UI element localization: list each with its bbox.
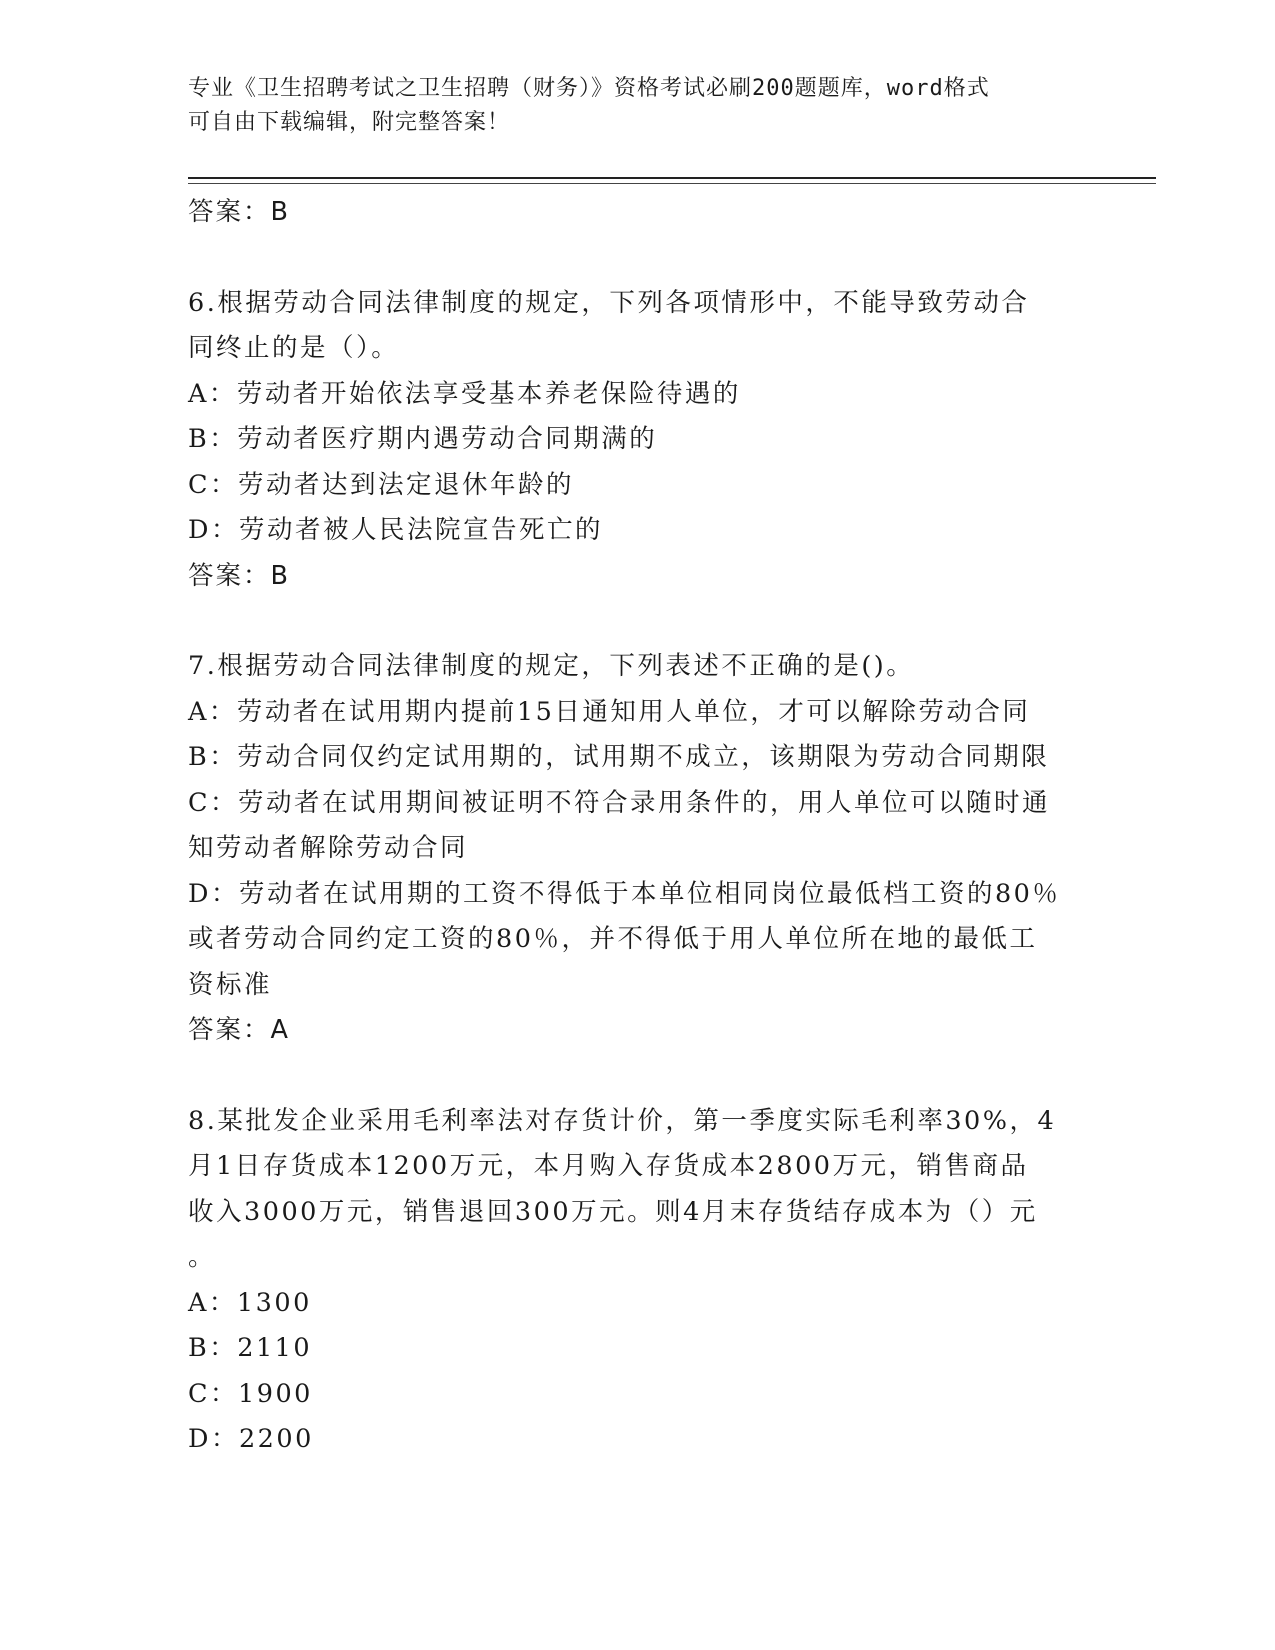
option-d: D：劳动者在试用期的工资不得低于本单位相同岗位最低档工资的80％ [188,878,1061,909]
option-c: C：劳动者达到法定退休年龄的 [188,469,575,500]
question-stem: 6.根据劳动合同法律制度的规定，下列各项情形中，不能导致劳动合 [188,287,1030,318]
option-b: B：2110 [188,1333,313,1363]
question-stem: 。 [188,1242,217,1272]
spacer [188,236,1088,281]
option-d-continued: 资标准 [188,969,273,1000]
spacer [188,1054,1088,1099]
option-d-continued: 或者劳动合同约定工资的80％，并不得低于用人单位所在地的最低工 [188,924,1038,954]
question-6 [188,281,1088,600]
question-stem: 同终止的是（）。 [188,333,400,363]
previous-answer: 答案：B [188,197,290,227]
question-stem: 收入3000万元，销售退回300万元。则4月末存货结存成本为（）元 [188,1196,1038,1227]
question-7 [188,644,1088,1054]
question-8 [188,1099,1088,1463]
option-a: A：劳动者开始依法享受基本养老保险待遇的 [188,378,741,409]
option-b: B：劳动者医疗期内遇劳动合同期满的 [188,424,658,454]
option-c-continued: 知劳动者解除劳动合同 [188,833,469,863]
header-line-1: 专业《卫生招聘考试之卫生招聘（财务）》资格考试必刷200题题库，word格式 [188,76,990,101]
question-content [188,190,1088,1463]
header-line-2: 可自由下载编辑，附完整答案！ [188,110,511,135]
header-rule-thick [188,177,1156,179]
option-b: B：劳动合同仅约定试用期的，试用期不成立，该期限为劳动合同期限 [188,742,1050,772]
option-a: A：1300 [188,1287,312,1318]
option-a: A：劳动者在试用期内提前15日通知用人单位，才可以解除劳动合同 [188,696,1031,727]
option-c: C：1900 [188,1378,313,1409]
spacer [188,599,1088,644]
option-d: D：2200 [188,1424,314,1454]
question-stem: 7.根据劳动合同法律制度的规定，下列表述不正确的是()。 [188,651,915,681]
answer: 答案：A [188,1015,290,1045]
option-d: D：劳动者被人民法院宣告死亡的 [188,515,603,545]
option-c: C：劳动者在试用期间被证明不符合录用条件的，用人单位可以随时通 [188,787,1051,818]
document-header [188,72,1068,140]
question-stem: 月1日存货成本1200万元，本月购入存货成本2800万元，销售商品 [188,1151,1029,1181]
question-stem: 8.某批发企业采用毛利率法对存货计价，第一季度实际毛利率30%，4 [188,1105,1057,1136]
header-rule-thin [188,183,1156,184]
answer: 答案：B [188,560,290,591]
